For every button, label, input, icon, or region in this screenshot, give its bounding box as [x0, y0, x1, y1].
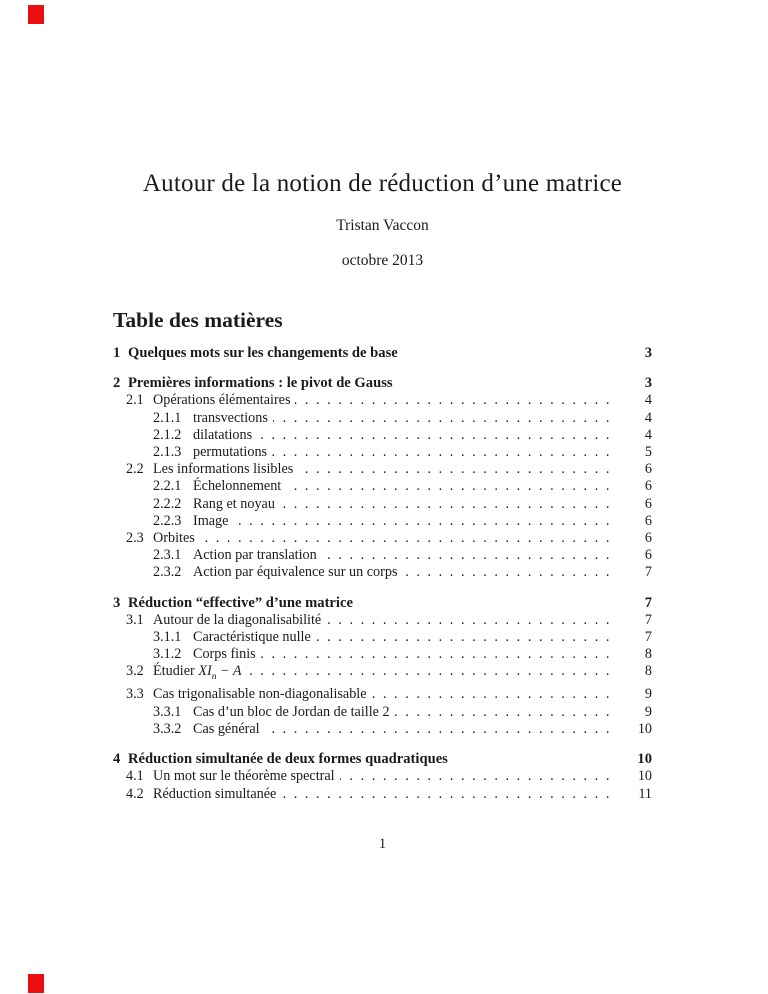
toc-entry	[113, 564, 652, 581]
toc-entry-page: 6	[644, 461, 652, 478]
dot-leader	[395, 704, 617, 721]
toc-entry-title: Action par translation	[193, 547, 317, 564]
toc-entry-number: 2.2	[126, 461, 144, 478]
toc-entry-title: Réduction “effective” d’une matrice	[128, 594, 353, 611]
toc-entry-page: 8	[644, 646, 652, 663]
toc-entry-number: 2.3.1	[153, 547, 182, 564]
author-name: Tristan Vaccon	[336, 217, 429, 234]
table-of-contents	[113, 345, 652, 803]
dot-leader	[265, 721, 617, 738]
toc-entry-title: Quelques mots sur les changements de base	[128, 345, 398, 361]
toc-entry	[113, 721, 652, 738]
toc-entry-number: 3.1	[126, 611, 144, 628]
toc-entry-page: 6	[644, 530, 652, 547]
toc-title-fragment: − A	[216, 663, 242, 680]
toc-entry	[113, 704, 652, 721]
toc-entry-number: 3.2	[126, 663, 144, 680]
document-date: octobre 2013	[341, 252, 424, 269]
toc-entry-page: 5	[644, 444, 652, 461]
toc-entry-number: 2.1.3	[153, 444, 182, 461]
dot-leader	[326, 612, 617, 629]
toc-entry-number: 3	[113, 594, 121, 611]
toc-entry-title: Réduction simultanée de deux formes quadratiques	[128, 751, 448, 768]
toc-entry-number: 4.2	[126, 785, 144, 802]
dot-leader	[402, 564, 617, 581]
dot-leader	[286, 478, 617, 495]
red-marker-top	[28, 5, 44, 24]
toc-entry-title: transvections	[193, 409, 268, 426]
toc-entry-title: Les informations lisibles	[153, 461, 294, 478]
dot-leader	[295, 392, 617, 409]
toc-entry-number: 3.3.2	[153, 720, 182, 737]
toc-entry-number: 3.3.1	[153, 703, 182, 720]
red-marker-bottom	[28, 974, 44, 993]
page-number: 1	[378, 836, 387, 852]
toc-title-fragment: XI	[198, 663, 212, 680]
toc-entry-number: 3.1.1	[153, 629, 182, 646]
toc-entry-number: 2	[113, 375, 121, 392]
toc-entry	[113, 547, 652, 564]
toc-entry	[113, 646, 652, 663]
toc-entry	[113, 392, 652, 409]
toc-entry-page: 4	[644, 392, 652, 409]
toc-entry	[113, 612, 652, 629]
dot-leader	[273, 410, 617, 427]
dot-leader	[281, 786, 617, 803]
toc-entry	[113, 444, 652, 461]
toc-entry-page: 10	[637, 751, 652, 768]
dot-leader	[257, 427, 617, 444]
toc-entry-page: 4	[644, 409, 652, 426]
toc-heading: Table des matières	[113, 308, 283, 332]
toc-entry-number: 1	[113, 345, 121, 361]
dot-leader	[261, 646, 617, 663]
toc-entry-title: Cas trigonalisable non-diagonalisable	[153, 686, 367, 703]
toc-entry-title: Autour de la diagonalisabilité	[153, 611, 322, 628]
toc-entry-title: Caractéristique nulle	[193, 629, 311, 646]
toc-entry-page: 7	[644, 594, 652, 611]
toc-entry-title: Premières informations : le pivot de Gauss	[128, 375, 393, 392]
toc-entry-number: 2.1.1	[153, 409, 182, 426]
toc-entry-title	[153, 663, 241, 686]
toc-entry-page: 7	[644, 564, 652, 581]
dot-leader	[272, 444, 617, 461]
toc-entry-number: 2.2.1	[153, 478, 182, 495]
dot-leader	[298, 461, 617, 478]
toc-entry-title: dilatations	[193, 426, 253, 443]
toc-entry-page: 6	[644, 478, 652, 495]
toc-entry	[113, 751, 652, 768]
toc-entry-page: 6	[644, 512, 652, 529]
toc-entry-page: 8	[644, 663, 652, 680]
toc-entry-page: 3	[644, 375, 652, 392]
toc-entry	[113, 786, 652, 803]
document-title: Autour de la notion de réduction d’une matrice	[142, 170, 623, 197]
toc-entry-page: 7	[644, 629, 652, 646]
toc-entry-number: 4	[113, 751, 121, 768]
toc-entry-number: 2.3	[126, 530, 144, 547]
toc-entry-title: Cas général	[193, 720, 260, 737]
toc-entry-title: Action par équivalence sur un corps	[193, 564, 398, 581]
dot-leader	[280, 496, 617, 513]
toc-entry	[113, 768, 652, 785]
toc-entry-number: 2.1.2	[153, 426, 182, 443]
toc-entry-page: 9	[644, 703, 652, 720]
toc-entry-number: 2.1	[126, 392, 144, 409]
toc-entry-page: 9	[644, 686, 652, 703]
toc-entry	[113, 629, 652, 646]
toc-entry-title: Rang et noyau	[193, 495, 275, 512]
toc-entry-title: Orbites	[153, 530, 195, 547]
toc-entry	[113, 595, 652, 612]
toc-entry	[113, 686, 652, 703]
toc-entry	[113, 663, 652, 686]
toc-entry-title: Réduction simultanée	[153, 785, 277, 802]
toc-entry-title: Image	[193, 512, 229, 529]
toc-entry	[113, 496, 652, 513]
toc-entry-title: permutations	[193, 444, 268, 461]
dot-leader	[233, 513, 617, 530]
dot-leader	[322, 547, 617, 564]
toc-entry	[113, 375, 652, 392]
toc-title-fragment: n	[211, 672, 217, 683]
toc-entry-title: Opérations élémentaires	[153, 392, 291, 409]
toc-entry	[113, 461, 652, 478]
toc-entry-title: Corps finis	[193, 646, 256, 663]
toc-entry	[113, 345, 652, 362]
dot-leader	[316, 629, 617, 646]
toc-entry	[113, 410, 652, 427]
dot-leader	[340, 768, 617, 785]
toc-entry-page: 10	[637, 768, 652, 785]
toc-entry-title: Un mot sur le théorème spectral	[153, 768, 335, 785]
toc-entry-number: 2.2.2	[153, 495, 182, 512]
toc-entry	[113, 427, 652, 444]
toc-entry	[113, 478, 652, 495]
toc-title-fragment: Étudier	[153, 663, 199, 680]
toc-entry-page: 6	[644, 495, 652, 512]
toc-entry-number: 3.3	[126, 686, 144, 703]
toc-entry-number: 2.2.3	[153, 512, 182, 529]
toc-entry-page: 4	[644, 426, 652, 443]
toc-entry	[113, 513, 652, 530]
toc-entry-page: 10	[637, 720, 652, 737]
toc-entry	[113, 530, 652, 547]
toc-entry-page: 11	[638, 785, 652, 802]
toc-entry-page: 3	[644, 345, 652, 361]
toc-entry-page: 6	[644, 547, 652, 564]
toc-entry-number: 2.3.2	[153, 564, 182, 581]
toc-entry-title: Cas d’un bloc de Jordan de taille 2	[193, 703, 390, 720]
toc-entry-title: Échelonnement	[193, 478, 282, 495]
dot-leader	[372, 686, 617, 703]
toc-entry-page: 7	[644, 611, 652, 628]
dot-leader	[246, 663, 617, 680]
toc-entry-number: 4.1	[126, 768, 144, 785]
dot-leader	[200, 530, 617, 547]
toc-entry-number: 3.1.2	[153, 646, 182, 663]
